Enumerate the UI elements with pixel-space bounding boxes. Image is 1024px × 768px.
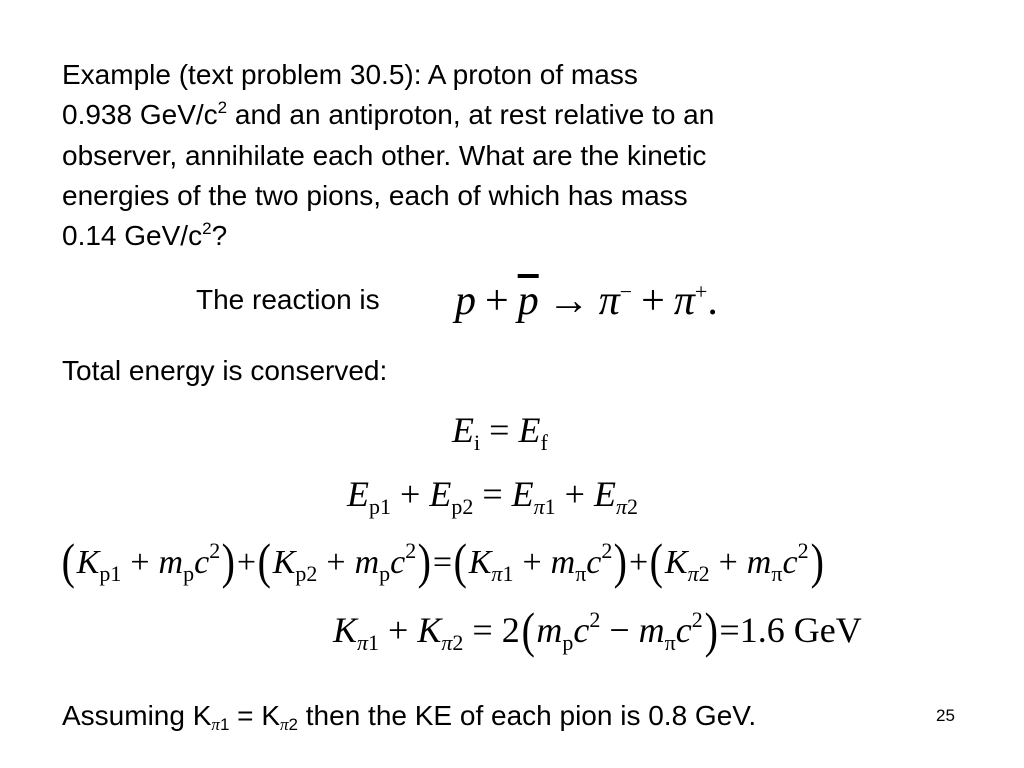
- conclusion-text-c: then the KE of each pion is 0.8 GeV.: [298, 700, 757, 731]
- plus-sign: +: [485, 278, 509, 324]
- kinetic-energy-symbol: K: [76, 544, 100, 581]
- period: .: [707, 278, 718, 324]
- problem-line-2-text: and an antiproton, at rest relative to an: [227, 99, 715, 130]
- proton-mass-value: 0.938 GeV/c: [62, 99, 218, 130]
- light-speed-symbol: c: [586, 544, 602, 581]
- final-subscript: f: [540, 430, 548, 455]
- pi-subscript: π: [575, 561, 587, 586]
- p1-subscript: p1: [99, 561, 122, 586]
- index-2: 2: [452, 630, 464, 655]
- pi-subscript: π: [441, 630, 453, 655]
- plus-sign: +: [400, 474, 421, 514]
- plus-sign: +: [522, 544, 542, 581]
- proton-symbol: p: [455, 278, 476, 324]
- mass-symbol: m: [536, 610, 563, 650]
- pion-plus-symbol: π: [673, 278, 695, 324]
- pi-subscript: π: [687, 561, 699, 586]
- light-speed-symbol: c: [390, 544, 406, 581]
- equation-energy-equality: [452, 408, 548, 455]
- problem-line-5: [62, 220, 227, 252]
- kinetic-energy-symbol: K: [468, 544, 492, 581]
- light-speed-symbol: c: [573, 610, 590, 650]
- antiproton-symbol: $\overline{p}$: [517, 278, 539, 324]
- index-1: 1: [502, 561, 514, 586]
- light-speed-symbol: c: [194, 544, 210, 581]
- light-speed-symbol: c: [782, 544, 798, 581]
- equals-sign: =: [472, 610, 493, 650]
- energy-symbol: E: [347, 474, 369, 514]
- equals-sign: =: [489, 410, 510, 450]
- pi-subscript: π: [491, 561, 503, 586]
- initial-subscript: i: [474, 430, 481, 455]
- energy-symbol: E: [452, 410, 474, 450]
- problem-line-3-text: observer, annihilate each other. What are the kinetic: [62, 140, 707, 171]
- mass-symbol: m: [158, 544, 184, 581]
- energy-symbol: E: [593, 474, 616, 514]
- plus-charge: +: [694, 279, 708, 304]
- energy-symbol: E: [511, 474, 534, 514]
- energy-symbol: E: [429, 474, 452, 514]
- plus-sign: +: [564, 474, 585, 514]
- proton-mass-exponent: 2: [217, 98, 228, 117]
- index-1: 1: [544, 494, 556, 519]
- kinetic-energy-symbol: K: [664, 544, 688, 581]
- index-1: 1: [368, 630, 380, 655]
- p-subscript: p: [562, 630, 574, 655]
- square-exponent: 2: [691, 607, 703, 632]
- pi-subscript: π: [211, 715, 220, 734]
- problem-line-4-text: energies of the two pions, each of which has mass: [62, 180, 688, 211]
- p1-subscript: p1: [369, 494, 391, 519]
- square-exponent: 2: [601, 538, 613, 563]
- equation-energy-sum: [347, 472, 638, 519]
- equation-kinetic-plus-rest: $(K_{p1} + m_pc^2)+(K_{p2} + m_pc^2)=(K_{\pi 1} + m_\pi c^2)+(K_{\pi 2} + m_\pi c^2)$: [61, 533, 824, 589]
- plus-sign: +: [130, 544, 150, 581]
- pion-minus-symbol: π: [598, 278, 620, 324]
- square-exponent: 2: [209, 538, 221, 563]
- conclusion: [62, 700, 756, 732]
- pi-subscript: π: [357, 630, 369, 655]
- pion-mass-exponent: 2: [202, 219, 212, 238]
- plus-sign: +: [718, 544, 738, 581]
- problem-line-1-text: Example (text problem 30.5): A proton of mass: [62, 59, 638, 90]
- index-2: 2: [627, 494, 638, 519]
- conservation-statement-text: Total energy is conserved:: [62, 355, 388, 386]
- minus-sign: −: [609, 610, 630, 650]
- conclusion-text-a: Assuming K: [62, 700, 212, 731]
- equals-sign: =: [719, 610, 740, 650]
- equals-sign: =: [432, 544, 453, 581]
- pi-subscript: π: [771, 561, 783, 586]
- index-2: 2: [698, 561, 710, 586]
- pi-subscript: π: [615, 494, 627, 519]
- mass-symbol: m: [354, 544, 380, 581]
- slide-number: 25: [936, 706, 955, 725]
- square-exponent: 2: [405, 538, 417, 563]
- kinetic-energy-symbol: K: [272, 544, 296, 581]
- kinetic-energy-symbol: K: [333, 610, 358, 650]
- light-speed-symbol: c: [675, 610, 692, 650]
- p2-subscript: p2: [451, 494, 474, 519]
- reaction-equation: [455, 276, 718, 326]
- plus-sign: +: [326, 544, 346, 581]
- reaction-label-text: The reaction is: [196, 284, 380, 315]
- index-1: 1: [219, 715, 230, 734]
- pion-mass-value: 0.14 GeV/c: [62, 220, 203, 251]
- mass-symbol: m: [638, 610, 665, 650]
- coefficient-2: 2: [501, 610, 520, 650]
- reaction-label: [196, 284, 380, 316]
- plus-sign: +: [641, 278, 665, 324]
- p-subscript: p: [379, 561, 391, 586]
- plus-sign: +: [236, 544, 257, 581]
- square-exponent: 2: [589, 607, 601, 632]
- pi-subscript: π: [664, 630, 676, 655]
- mass-symbol: m: [746, 544, 772, 581]
- minus-charge: −: [619, 279, 633, 304]
- reaction-arrow: →: [547, 278, 590, 324]
- result-value: 1.6 GeV: [739, 610, 862, 650]
- pi-subscript: π: [533, 494, 545, 519]
- energy-symbol: E: [518, 410, 541, 450]
- problem-question-mark: ?: [211, 220, 228, 251]
- problem-line-1: [62, 59, 638, 91]
- problem-line-3: [62, 140, 706, 172]
- equals-sign: =: [482, 474, 503, 514]
- equation-kinetic-result: $K_{\pi 1} + K_{\pi 2} = 2(m_pc^2 - m_\pi c^2)=1.6$ GeV: [333, 602, 862, 658]
- pi-subscript: π: [280, 715, 289, 734]
- kinetic-energy-symbol: K: [417, 610, 442, 650]
- square-exponent: 2: [797, 538, 809, 563]
- problem-line-2: [62, 99, 714, 131]
- plus-sign: +: [388, 610, 409, 650]
- problem-line-4: [62, 180, 688, 212]
- p2-subscript: p2: [295, 561, 318, 586]
- p-subscript: p: [183, 561, 195, 586]
- mass-symbol: m: [550, 544, 576, 581]
- conservation-statement: [62, 355, 387, 387]
- index-2: 2: [288, 715, 298, 734]
- conclusion-text-b: = K: [229, 700, 280, 731]
- plus-sign: +: [629, 544, 649, 581]
